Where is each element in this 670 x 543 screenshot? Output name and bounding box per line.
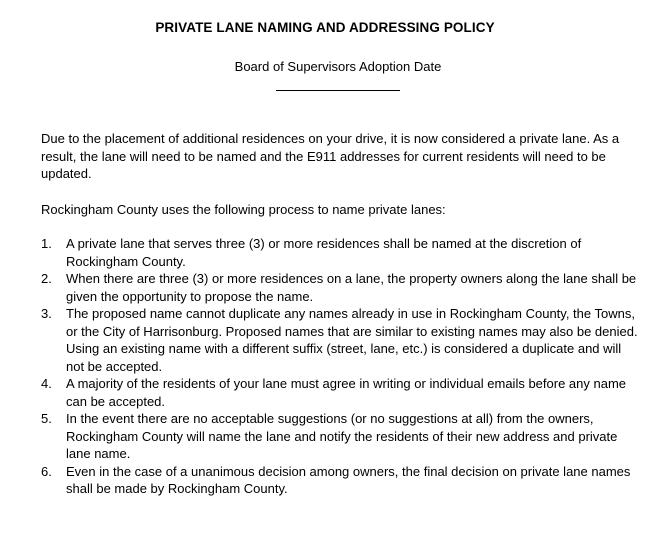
intro-paragraph: Due to the placement of additional residences on your drive, it is now considered a private lane. As a result, the lane will need to be named and the E911 addresses for current residents will need to be updated.	[41, 131, 620, 181]
list-item-number: 2.	[41, 271, 52, 286]
list-item-text: In the event there are no acceptable suggestions (or no suggestions at all) from the owners, Rockingham County will name the lane and notify the residents of their new address and private lane name.	[66, 411, 618, 461]
list-item-number: 3.	[41, 306, 52, 321]
process-steps-list	[41, 235, 641, 498]
page-title: PRIVATE LANE NAMING AND ADDRESSING POLICY	[155, 20, 495, 35]
list-item-number: 4.	[41, 376, 52, 391]
adoption-date-label: Board of Supervisors Adoption Date	[234, 59, 442, 74]
list-item	[41, 375, 641, 410]
list-item-text: Even in the case of a unanimous decision among owners, the final decision on private lane names shall be made by Rockingham County.	[66, 463, 631, 496]
list-item-text: When there are three (3) or more residences on a lane, the property owners along the lane shall be given the opportunity to propose the name.	[66, 271, 637, 304]
list-item	[41, 235, 641, 270]
list-item	[41, 463, 641, 498]
adoption-date-blank-line	[276, 90, 400, 91]
list-item	[41, 305, 641, 375]
list-item-text: A majority of the residents of your lane must agree in writing or individual emails before any name can be accepted.	[66, 376, 627, 409]
list-item-text: A private lane that serves three (3) or more residences shall be named at the discretion of Rockingham County.	[66, 236, 582, 269]
list-item-number: 1.	[41, 236, 52, 251]
list-item	[41, 410, 641, 463]
list-item-number: 6.	[41, 463, 52, 479]
list-item-number: 5.	[41, 411, 52, 426]
process-intro-paragraph: Rockingham County uses the following process to name private lanes:	[41, 202, 446, 217]
list-item	[41, 270, 641, 305]
list-item-text: The proposed name cannot duplicate any names already in use in Rockingham County, the Towns, or the City of Harrisonburg. Proposed names that are similar to existing names may also be denied. Using an existing name with a different suffix (street, lane, etc.) is considered a duplicate and will not be accepted.	[66, 306, 638, 374]
